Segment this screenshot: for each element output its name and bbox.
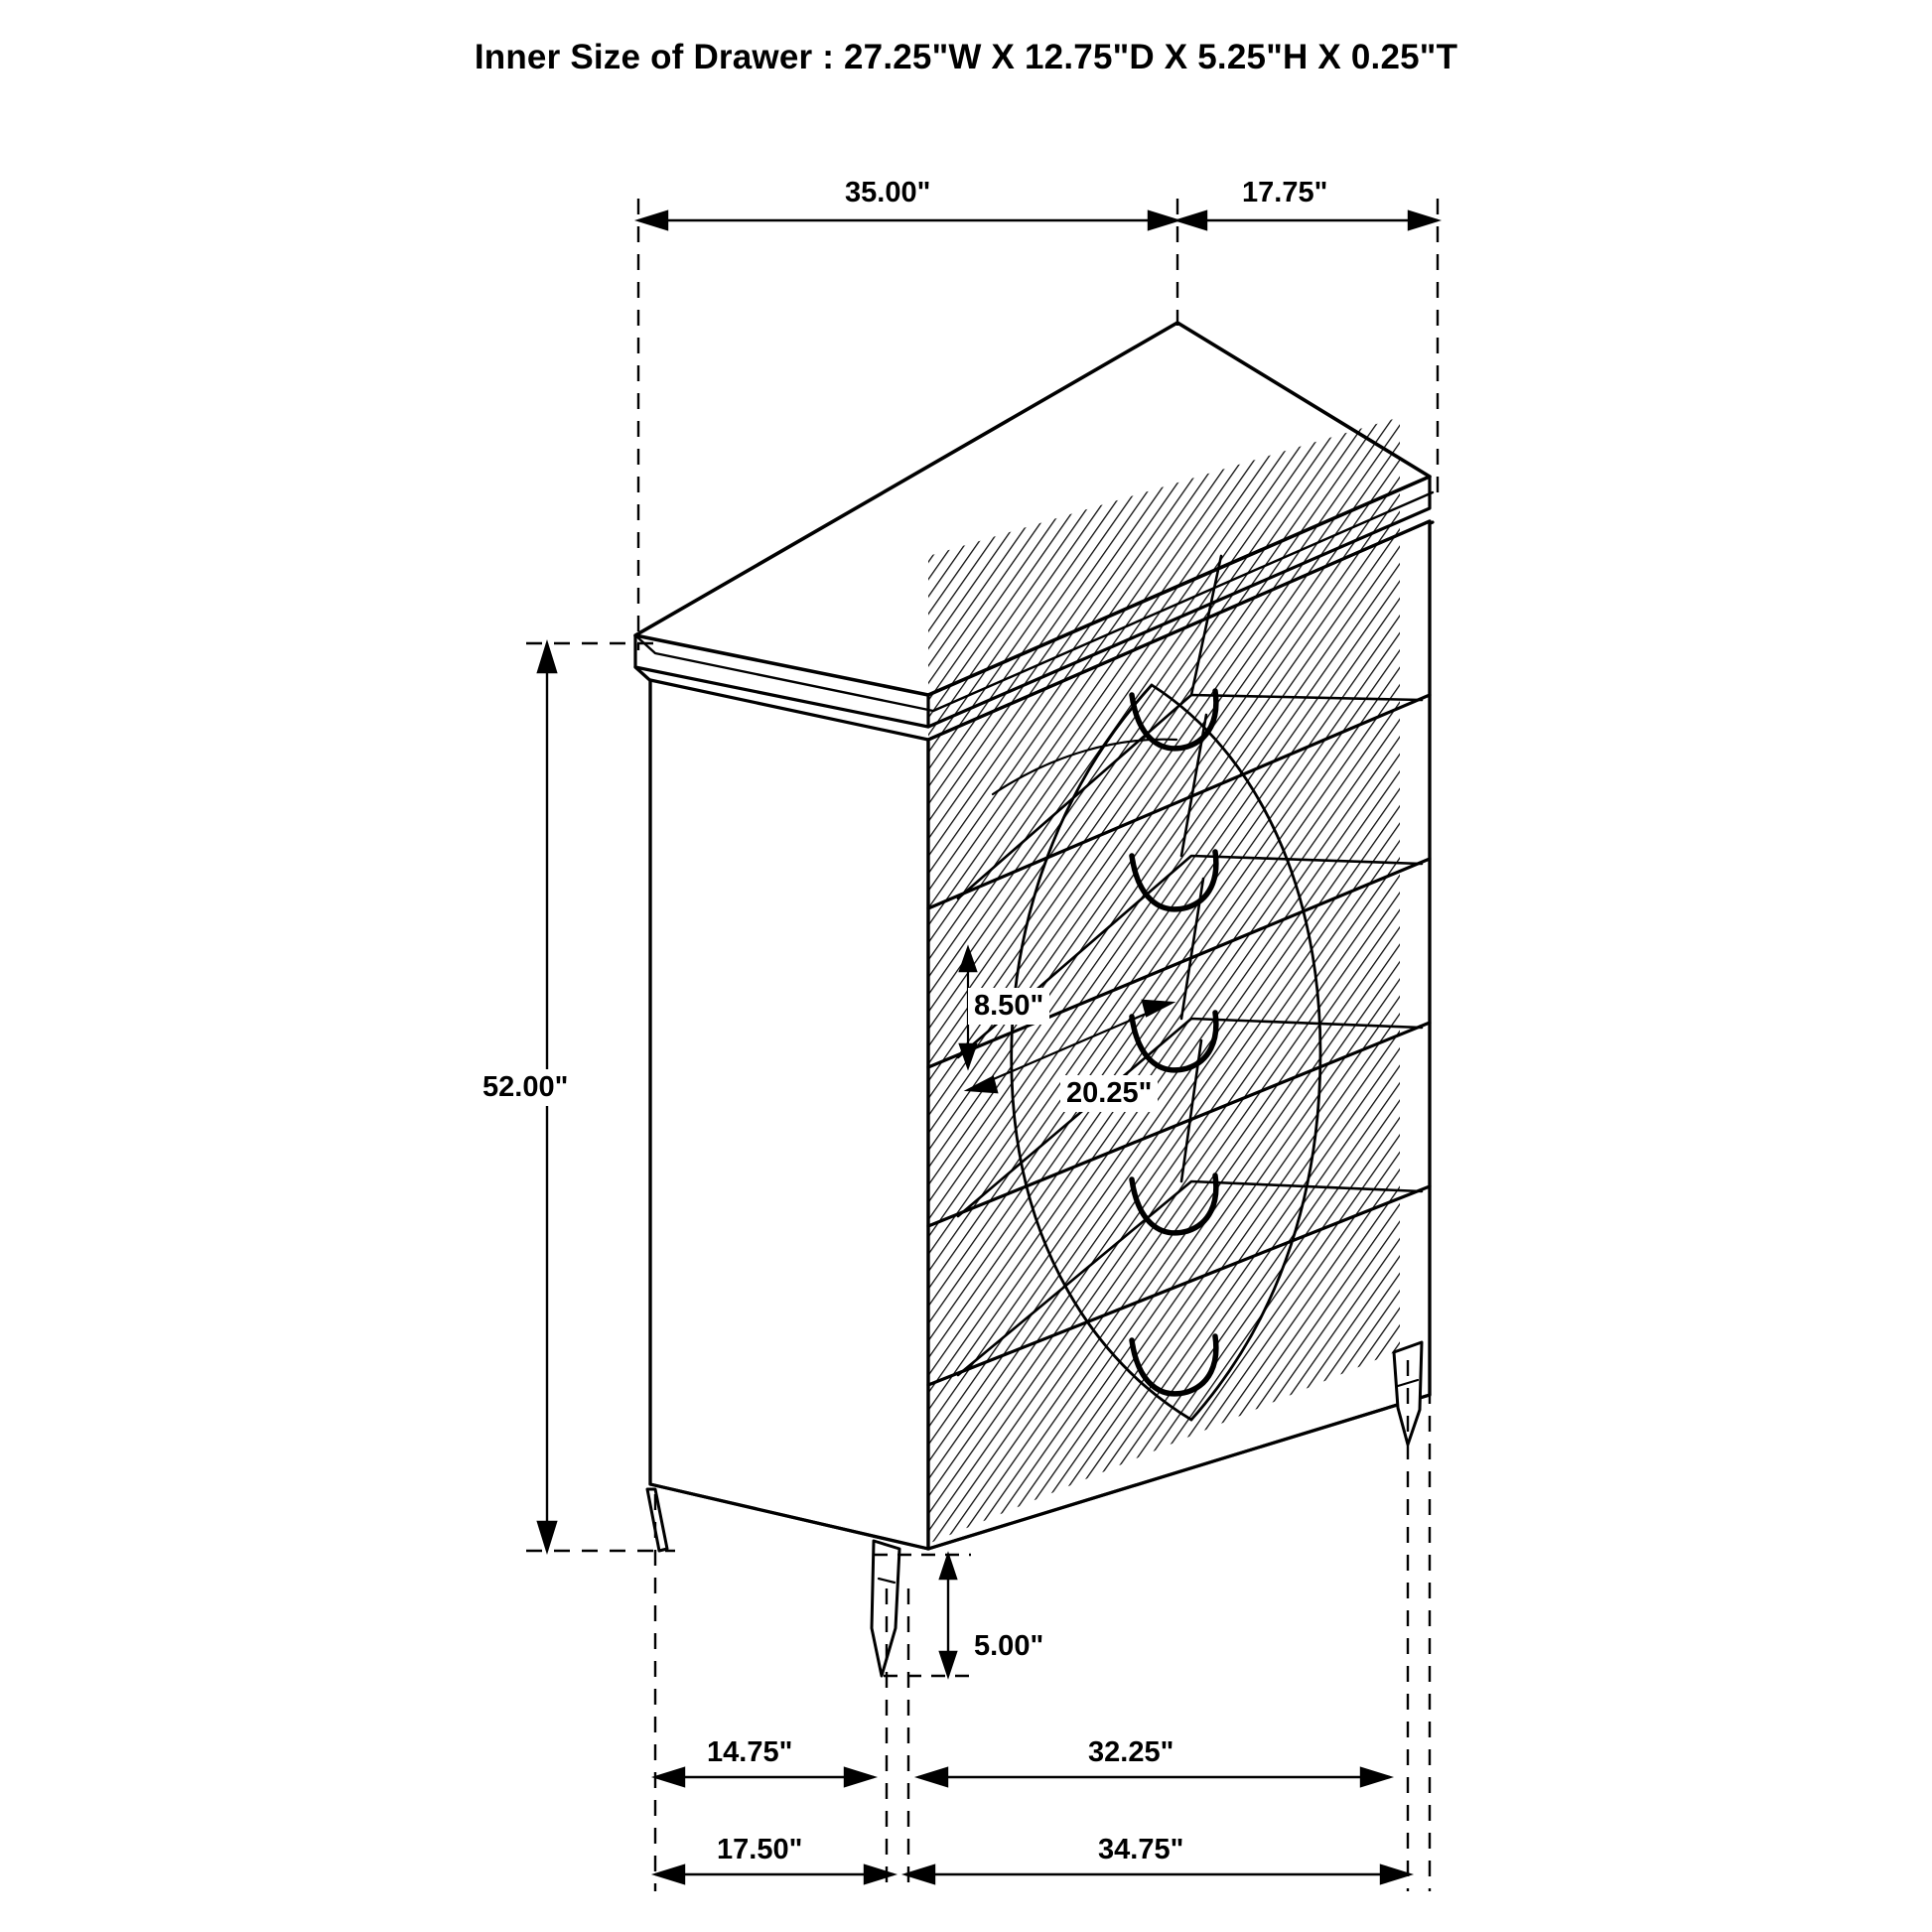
dim-base-width-outer: 34.75" [1092, 1832, 1189, 1868]
dim-leg-height: 5.00" [968, 1628, 1049, 1665]
dim-base-depth-front: 14.75" [701, 1734, 798, 1771]
dim-base-depth-outer: 17.50" [711, 1832, 808, 1868]
dim-drawer-front-width: 20.25" [1060, 1075, 1158, 1112]
dim-base-width-front: 32.25" [1082, 1734, 1179, 1771]
dim-top-width: 35.00" [839, 175, 936, 211]
dim-overall-height: 52.00" [477, 1069, 574, 1106]
dim-top-depth: 17.75" [1236, 175, 1333, 211]
page-title: Inner Size of Drawer : 27.25"W X 12.75"D X 5.25"H X 0.25"T [474, 38, 1458, 76]
dim-drawer-front-height: 8.50" [968, 988, 1049, 1025]
